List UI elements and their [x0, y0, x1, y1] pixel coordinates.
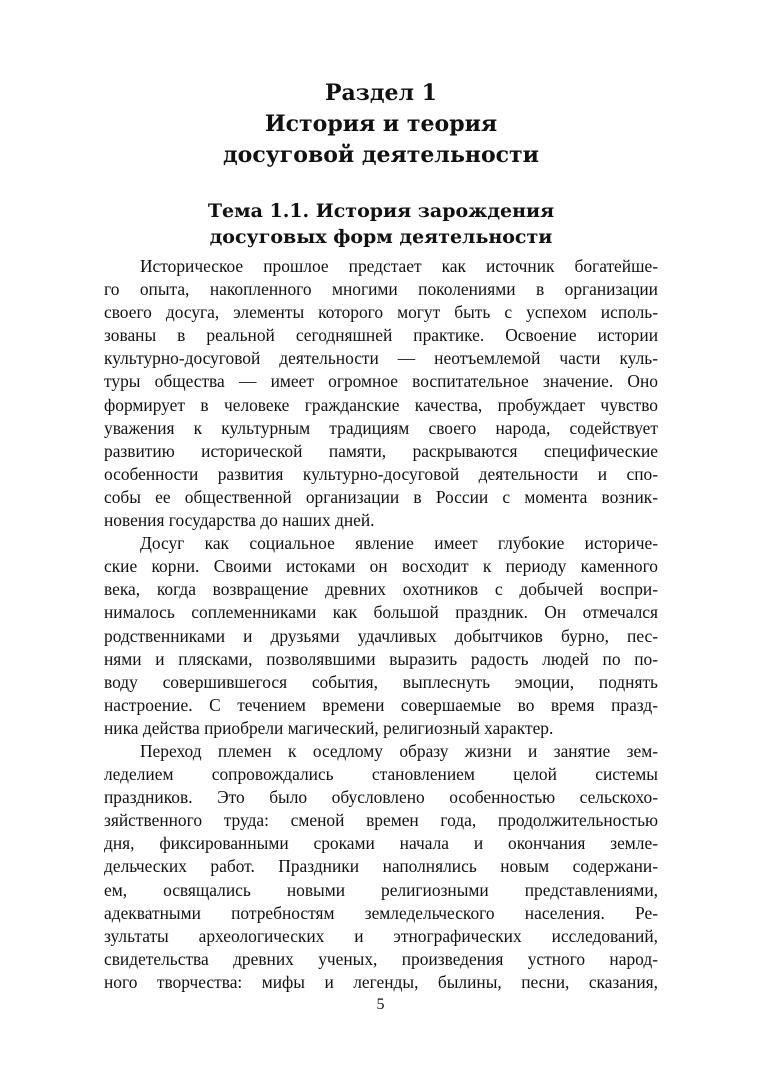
text-line: го опыта, накопленного многими поколениями в организации — [104, 279, 658, 300]
text-line: Переход племен к оседлому образу жизни и занятие зем- — [140, 740, 658, 761]
text-line: нималось соплеменниками как большой праздник. Он отмечался — [104, 602, 658, 623]
topic-title-line: досуговых форм деятельности — [209, 226, 553, 248]
text-line: особенности развития культурно-досуговой деятельности и спо- — [104, 463, 658, 484]
text-line: зованы в реальной сегодняшней практике. Освоение истории — [104, 325, 658, 346]
paragraph — [104, 255, 658, 532]
text-line: зультаты археологических и этнографических исследований, — [104, 925, 658, 946]
text-line: родственниками и друзьями удачливых добытчиков бурно, пес- — [104, 625, 658, 646]
text-line: туры общества — имеет огромное воспитательное значение. Оно — [104, 371, 658, 392]
text-line: Историческое прошлое предстает как источник богатейше- — [140, 256, 658, 276]
text-line: ем, освящались новыми религиозными представлениями, — [104, 879, 658, 900]
section-title — [104, 78, 658, 171]
paragraph — [104, 532, 658, 740]
topic-title-line: Тема 1.1. История зарождения — [207, 200, 555, 222]
text-line: Досуг как социальное явление имеет глубокие историче- — [140, 533, 658, 554]
text-line: дельческих работ. Праздники наполнялись новым содержани- — [104, 856, 658, 877]
text-line: уважения к культурным традициям своего народа, содействует — [104, 417, 658, 438]
section-title-line: История и теория — [264, 111, 498, 137]
text-line: культурно-досуговой деятельности — неотъемлемой части куль- — [104, 348, 658, 369]
text-line: ские корни. Своими истоками он восходит к периоду каменного — [104, 556, 658, 577]
text-line: дня, фиксированными сроками начала и окончания земле- — [104, 833, 658, 854]
section-title-line: Раздел 1 — [325, 80, 437, 106]
text-line: собы ее общественной организации в России с момента возник- — [104, 486, 658, 507]
section-title-line: досуговой деятельности — [222, 142, 539, 168]
text-line: свидетельства древних ученых, произведения устного народ- — [104, 948, 658, 969]
text-line: века, когда возвращение древних охотников с добычей воспри- — [104, 579, 658, 600]
body-text — [104, 255, 658, 994]
page-number: 5 — [376, 996, 385, 1013]
text-line: леделием сопровождались становлением целой системы — [104, 764, 658, 785]
topic-title — [104, 198, 658, 250]
text-line: зяйственного труда: сменой времен года, продолжительностью — [104, 810, 658, 831]
text-line: нями и плясками, позволявшими выразить радость людей по по- — [104, 648, 658, 669]
page-body — [104, 78, 658, 994]
text-line: праздников. Это было обусловлено особенностью сельскохо- — [104, 787, 658, 808]
text-line: новения государства до наших дней. — [104, 510, 375, 531]
paragraph — [104, 740, 658, 994]
text-line: воду совершившегося события, выплеснуть эмоции, поднять — [104, 671, 658, 692]
text-line: адекватными потребностям земледельческого населения. Ре- — [104, 902, 658, 923]
text-line: настроение. С течением времени совершаемые во время празд- — [104, 694, 658, 715]
text-line: развитию исторической памяти, раскрываются специфические — [104, 440, 658, 461]
text-line: формирует в человеке гражданские качества, пробуждает чувство — [104, 394, 658, 415]
text-line: своего досуга, элементы которого могут быть с успехом исполь- — [104, 302, 658, 323]
text-line: ника действа приобрели магический, религиозный характер. — [104, 717, 554, 738]
text-line: ного творчества: мифы и легенды, былины, песни, сказания, — [104, 971, 658, 992]
